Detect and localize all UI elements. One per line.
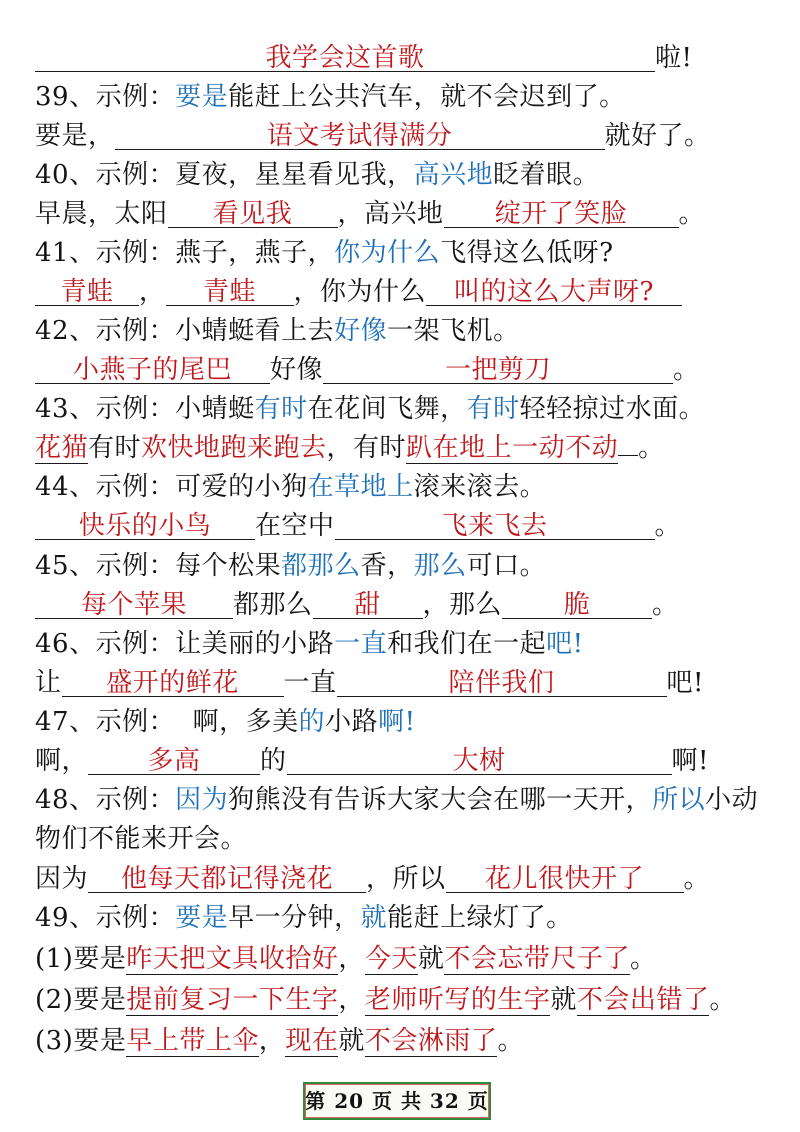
answer-blank-3: [426, 274, 682, 306]
answer-text: 快乐的小鸟: [78, 511, 212, 541]
line-mid: 好像: [270, 355, 324, 385]
question-text: 早一分钟，: [228, 903, 361, 933]
question-45: [35, 548, 760, 584]
line-start: 因为: [35, 864, 89, 894]
line-mid: 就: [550, 985, 577, 1015]
answer-text: 青蛙: [203, 277, 257, 307]
line-mid: 就: [417, 944, 445, 974]
answer-text: 他每天都记得浇花: [121, 864, 334, 894]
answer-text: 甜: [354, 590, 381, 620]
line-end: 。: [497, 1026, 524, 1056]
answer-blank-1: [35, 587, 233, 619]
answer-text: 现在: [285, 1026, 339, 1056]
question-text: 物们不能来开会。: [35, 824, 248, 854]
answer-text: 老师听写的生字: [364, 985, 551, 1015]
answer-text: 大树: [452, 746, 506, 776]
keyword: 都那么: [281, 551, 361, 581]
keyword: 啊!: [378, 707, 416, 737]
question-text: 滚来滚去。: [413, 472, 547, 502]
answer-text: 提前复习一下生字: [126, 985, 339, 1015]
line-end: 。: [683, 864, 711, 894]
line-end: 就好了。: [604, 121, 711, 151]
line-mid: 都那么: [233, 590, 313, 620]
answer-text: 每个苹果: [80, 590, 187, 620]
keyword: 有时: [254, 394, 308, 424]
line-mid: ，高兴地: [337, 199, 444, 229]
page-number-footer: [303, 1082, 491, 1120]
keyword: 的: [298, 707, 326, 737]
question-47: [35, 704, 760, 740]
answer-blank-1: [35, 274, 139, 306]
answer-line-42: [35, 352, 760, 388]
line-start: 要是: [73, 985, 127, 1015]
line-mid: 有时: [88, 433, 142, 463]
answer-line-38: [35, 40, 760, 76]
answer-text: 盛开的鲜花: [106, 668, 239, 698]
question-prefix: 41、示例：燕子，燕子，: [35, 238, 335, 268]
question-text: 能赶上绿灯了。: [387, 903, 573, 933]
line-end: 。: [673, 355, 700, 385]
keyword: 就: [360, 903, 388, 933]
question-48: [35, 782, 760, 818]
question-prefix: 49、示例：: [35, 903, 176, 933]
question-text: 可口。: [466, 551, 547, 581]
line-end: 。: [629, 944, 657, 974]
line-mid: ，有时: [326, 433, 407, 463]
line-start: 早晨，太阳: [35, 199, 168, 229]
question-text: 小动: [705, 785, 759, 815]
keyword: 在草地上: [307, 472, 414, 502]
question-prefix: 40、示例：夏夜，星星看见我，: [35, 160, 414, 190]
answer-49-1: [35, 941, 760, 977]
answer-line-46: [35, 665, 760, 701]
question-48-cont: [35, 821, 760, 857]
answer-blank-1: [88, 861, 366, 893]
question-prefix: 48、示例：: [35, 785, 176, 815]
answer-text: 昨天把文具收拾好: [126, 944, 339, 974]
answer-text: 今天: [364, 944, 418, 974]
line-start: 要是: [73, 1026, 127, 1056]
question-prefix: 42、示例：小蜻蜓看上去: [35, 316, 335, 346]
item-number: (2): [35, 985, 74, 1015]
answer-line-45: [35, 587, 760, 623]
question-text: 一架飞机。: [387, 316, 520, 346]
keyword: 有时: [466, 394, 520, 424]
line-start: 让: [35, 668, 62, 698]
question-text: 和我们在一起: [387, 629, 547, 659]
answer-text: 叫的这么大声呀?: [454, 277, 654, 307]
line-mid: ，: [338, 944, 365, 974]
answer-blank-2: [313, 587, 423, 619]
line-mid: 就: [338, 1026, 365, 1056]
answer-line-40: [35, 196, 760, 232]
answer-text: 花猫: [35, 433, 89, 463]
question-prefix: 44、示例：可爱的小狗: [35, 472, 308, 502]
item-number: (1): [35, 944, 74, 974]
answer-text: 趴在地上一动不动: [406, 433, 619, 463]
line-end: 。: [678, 199, 706, 229]
keyword: 要是: [175, 903, 229, 933]
line-mid: 的: [260, 746, 287, 776]
question-43: [35, 391, 760, 427]
answer-text: 飞来飞去: [441, 511, 548, 541]
line-end: 啦!: [655, 43, 693, 73]
question-text: 飞得这么低呀?: [440, 238, 614, 268]
blank-tail: [618, 455, 638, 456]
question-prefix: 46、示例：让美丽的小路: [35, 629, 335, 659]
line-mid: ，你为什么: [293, 277, 427, 307]
question-39: [35, 79, 760, 115]
answer-text: 多高: [147, 746, 201, 776]
answer-blank: [35, 40, 655, 72]
answer-blank: [115, 118, 605, 150]
line-end: 吧!: [666, 668, 704, 698]
line-start: 要是: [73, 944, 127, 974]
keyword: 要是: [175, 82, 229, 112]
answer-line-47: [35, 743, 760, 779]
answer-text: 不会淋雨了: [364, 1026, 498, 1056]
keyword: 那么: [413, 551, 467, 581]
line-end: 。: [709, 985, 736, 1015]
answer-text: 我学会这首歌: [265, 43, 425, 73]
keyword: 吧!: [546, 629, 584, 659]
answer-blank-1: [35, 352, 270, 384]
line-end: 啊!: [671, 746, 709, 776]
page-label: 第 20 页 共 32 页: [305, 1089, 489, 1113]
answer-text: 语文考试得满分: [266, 121, 453, 151]
question-40: [35, 157, 760, 193]
line-end: 。: [654, 511, 682, 541]
question-prefix: 39、示例：: [35, 82, 176, 112]
question-text: 轻轻掠过水面。: [519, 394, 706, 424]
line-mid: ，那么: [422, 590, 503, 620]
question-text: 狗熊没有告诉大家大会在哪一天开，: [228, 785, 653, 815]
answer-blank-2: [323, 352, 673, 384]
answer-text: 小燕子的尾巴: [72, 355, 232, 385]
answer-text: 脆: [563, 590, 591, 620]
question-41: [35, 235, 760, 271]
answer-blank-2: [444, 196, 679, 228]
line-mid: 在空中: [255, 511, 335, 541]
answer-blank-2: [166, 274, 294, 306]
line-start: 啊，: [35, 746, 89, 776]
answer-blank-2: [337, 665, 667, 697]
line-sep: ，: [139, 277, 166, 307]
answer-text: 青蛙: [60, 277, 114, 307]
keyword: 所以: [652, 785, 706, 815]
question-text: 小路: [325, 707, 379, 737]
line-mid: ，: [258, 1026, 286, 1056]
answer-line-43: [35, 430, 760, 466]
question-text: 能赶上公共汽车，就不会迟到了。: [228, 82, 626, 112]
line-mid: ，: [338, 985, 365, 1015]
question-prefix: 43、示例：小蜻蜓: [35, 394, 255, 424]
question-text: 眨着眼。: [493, 160, 600, 190]
question-text: 在花间飞舞，: [307, 394, 467, 424]
question-text: 香，: [360, 551, 414, 581]
keyword: 高兴地: [413, 160, 494, 190]
line-start: 要是，: [35, 121, 115, 151]
question-46: [35, 626, 760, 662]
question-42: [35, 313, 760, 349]
item-number: (3): [35, 1026, 74, 1056]
answer-text: 花儿很快开了: [485, 864, 645, 894]
question-prefix: 45、示例：每个松果: [35, 551, 282, 581]
line-mid: 一直: [283, 668, 337, 698]
answer-text: 早上带上伞: [126, 1026, 259, 1056]
answer-blank-1: [62, 665, 284, 697]
answer-blank-1: [88, 743, 260, 775]
answer-text: 看见我: [212, 199, 293, 229]
answer-text: 绽开了笑脸: [494, 199, 628, 229]
question-49: [35, 900, 760, 936]
question-prefix: 47、示例： 啊，多美: [35, 707, 299, 737]
answer-49-3: [35, 1023, 760, 1059]
keyword: 好像: [334, 316, 388, 346]
keyword: 因为: [175, 785, 229, 815]
answer-line-48: [35, 861, 760, 897]
answer-text: 陪伴我们: [448, 668, 555, 698]
line-end: 。: [638, 433, 665, 463]
keyword: 一直: [334, 629, 388, 659]
answer-text: 不会忘带尺子了: [444, 944, 630, 974]
answer-blank-2: [335, 508, 655, 540]
line-end: 。: [652, 590, 679, 620]
answer-line-44: [35, 508, 760, 544]
answer-text: 欢快地跑来跑去: [141, 433, 327, 463]
answer-line-41: [35, 274, 760, 310]
answer-blank-2: [446, 861, 684, 893]
answer-text: 不会出错了: [576, 985, 710, 1015]
answer-blank-2: [287, 743, 672, 775]
answer-text: 一把剪刀: [445, 355, 552, 385]
answer-blank-1: [168, 196, 338, 228]
line-mid: ，所以: [366, 864, 446, 894]
answer-line-39: [35, 118, 760, 154]
keyword: 你为什么: [334, 238, 441, 268]
question-44: [35, 469, 760, 505]
answer-blank-1: [35, 508, 255, 540]
answer-blank-3: [502, 587, 652, 619]
answer-49-2: [35, 982, 760, 1018]
